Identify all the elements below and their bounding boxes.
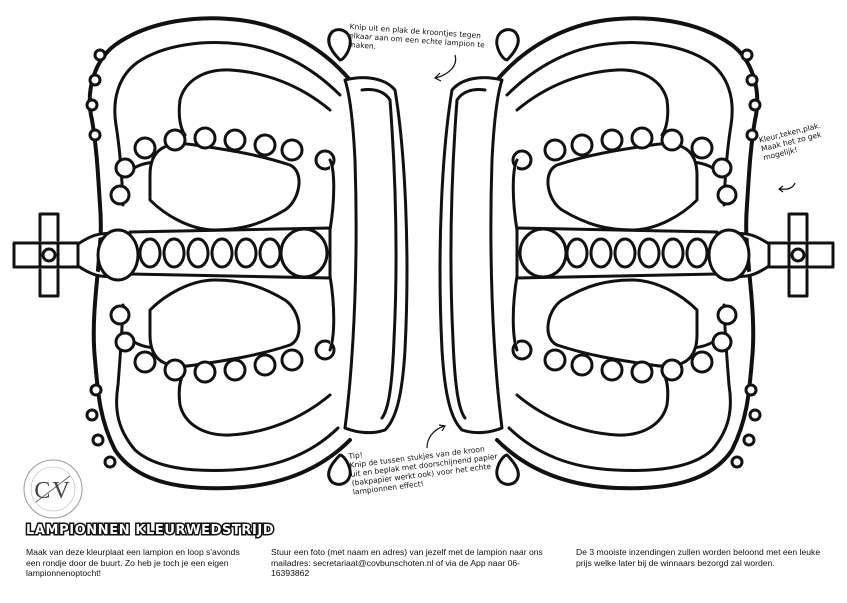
instructions-col-3: De 3 mooiste inzendingen zullen worden beloond met een leuke prijs welke later bij de winnaars bezorgd zal worden. bbox=[576, 547, 821, 568]
note-color-draw: Kleur,teken,plak. Maak het zo gek mogelijk! bbox=[758, 120, 823, 163]
cv-logo bbox=[22, 458, 84, 520]
crown-left bbox=[14, 18, 407, 488]
crown-right bbox=[440, 18, 833, 488]
note-cut-paste: Knip uit en plak de kroontjes tegen elkaar aan om een echte lampion te maken. bbox=[348, 22, 486, 51]
instructions-col-1: Maak van deze kleurplaat een lampion en loop s'avonds een rondje door de buurt. Zo heb je toch je een eigen lampionnenoptocht! bbox=[26, 547, 240, 578]
instructions-col-2: Stuur een foto (met naam en adres) van jezelf met de lampion naar ons mailadres: secretariaat@covbunschoten.nl of via de App naar 06-16393862 bbox=[271, 547, 543, 578]
logo-letters: CV bbox=[34, 478, 72, 504]
note-tip: Tip! Knip de tussen stukjes van de kroon uit en beplak met doorschijnend papier (bakpapier werkt ook) voor het echte lampionnen effect! bbox=[348, 444, 499, 497]
page-title: LAMPIONNEN KLEURWEDSTRIJD bbox=[26, 523, 275, 538]
